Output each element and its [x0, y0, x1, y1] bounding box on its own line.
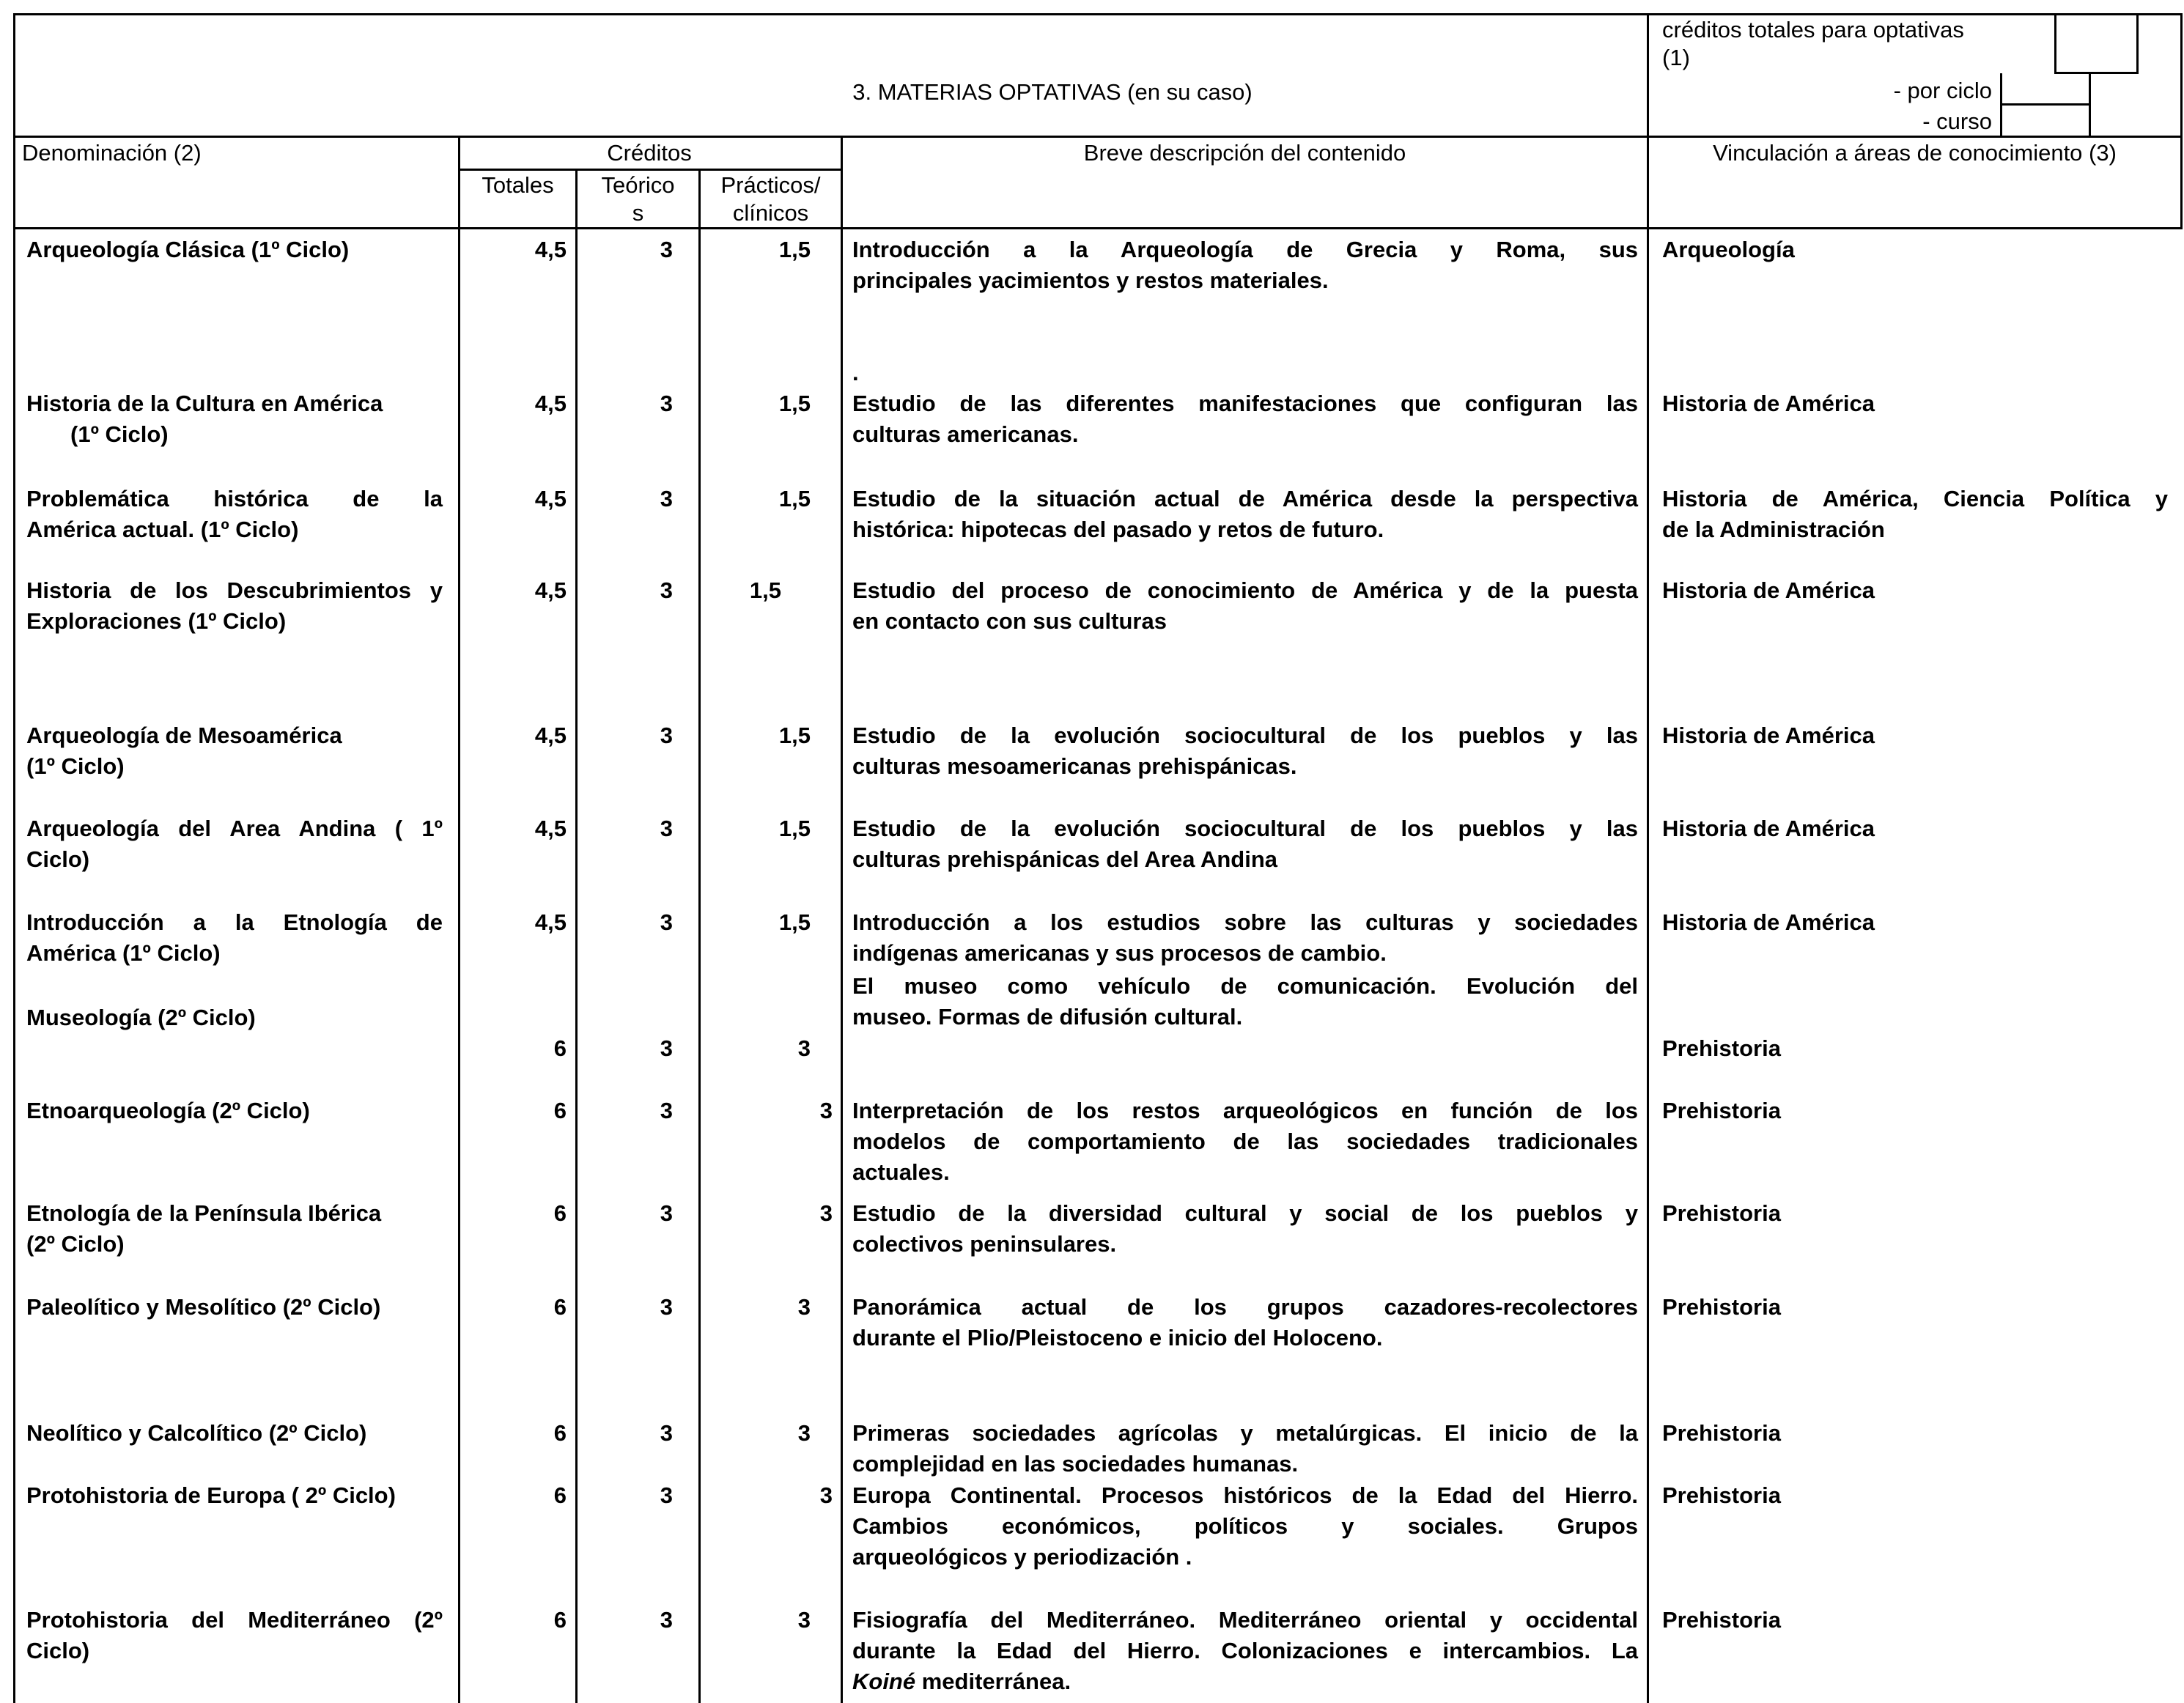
subject-description [852, 1096, 1638, 1188]
col-header-practicos: Prácticos/ [720, 172, 821, 198]
subject-name-line: América actual. (1º Ciclo) [26, 517, 299, 542]
description-line: arqueológicos y periodización . [852, 1544, 1192, 1570]
subject-name-line: Ciclo) [26, 846, 90, 872]
credits-totales: 6 [553, 1200, 567, 1226]
credits-totales: 4,5 [534, 486, 567, 511]
subject-name-line: Historia de los Descubrimientos y [26, 577, 443, 603]
subject-name [26, 1605, 443, 1666]
credits-teoricos: 3 [660, 723, 673, 748]
credits-practicos: 3 [819, 1200, 833, 1226]
subject-name-line: (1º Ciclo) [70, 421, 169, 447]
description-line: Cambios económicos, políticos y sociales. Grupos [852, 1513, 1638, 1539]
credits-totales: 4,5 [534, 816, 567, 841]
knowledge-area-line: Historia de América [1662, 391, 1875, 416]
credits-teoricos: 3 [660, 1294, 673, 1320]
column-header-divider [13, 227, 2183, 229]
description-line [852, 327, 1638, 358]
knowledge-area [1662, 1605, 2168, 1636]
subject-name [26, 575, 443, 637]
credits-teoricos: 3 [660, 816, 673, 841]
description-line: . [852, 360, 859, 385]
col-divider-vinculacion [1647, 13, 1649, 1703]
subject-name-line: Exploraciones (1º Ciclo) [26, 608, 287, 634]
knowledge-area [1662, 1480, 2168, 1511]
col-header-creditos: Créditos [607, 140, 692, 166]
section-title: 3. MATERIAS OPTATIVAS (en su caso) [852, 79, 1253, 105]
knowledge-area-line: Prehistoria [1662, 1294, 1781, 1320]
subject-name [26, 1096, 443, 1126]
subject-description [852, 388, 1638, 450]
knowledge-area [1662, 1198, 2168, 1229]
credits-box-left [2054, 13, 2056, 73]
ciclo-box-mid [2000, 103, 2091, 106]
credits-totales: 6 [553, 1482, 567, 1508]
knowledge-area [1662, 388, 2168, 419]
knowledge-area [1662, 907, 2168, 938]
subject-description [852, 720, 1638, 782]
subject-name-line: América (1º Ciclo) [26, 940, 221, 966]
subject-description [852, 234, 1638, 388]
knowledge-area [1662, 1033, 2168, 1064]
description-line: indígenas americanas y sus procesos de cambio. [852, 940, 1387, 966]
credits-practicos: 3 [797, 1420, 811, 1446]
credits-teoricos: 3 [660, 1607, 673, 1633]
credits-practicos: 1,5 [778, 723, 811, 748]
subject-description [852, 1480, 1638, 1573]
description-line: culturas mesoamericanas prehispánicas. [852, 753, 1297, 779]
knowledge-area-line: Prehistoria [1662, 1607, 1781, 1633]
subject-description [852, 1292, 1638, 1353]
subject-name-line: Problemática histórica de la [26, 486, 443, 511]
description-line: principales yacimientos y restos materiales. [852, 267, 1329, 293]
credits-teoricos: 3 [660, 1098, 673, 1123]
credits-box-bottom [2054, 72, 2139, 74]
knowledge-area-line: Prehistoria [1662, 1035, 1781, 1061]
right-border [2180, 13, 2183, 229]
knowledge-area [1662, 813, 2168, 844]
col-header-teoricos: Teórico [601, 172, 675, 198]
por-ciclo-label: - por ciclo [1893, 78, 1992, 103]
credits-totales: 6 [553, 1098, 567, 1123]
credits-teoricos: 3 [660, 1482, 673, 1508]
col-header-descripcion: Breve descripción del contenido [1083, 140, 1406, 166]
knowledge-area-line: Prehistoria [1662, 1200, 1781, 1226]
description-line: culturas americanas. [852, 421, 1079, 447]
description-line [852, 296, 1638, 327]
credits-practicos: 1,5 [778, 909, 811, 935]
credits-totales: 4,5 [534, 577, 567, 603]
col-header-teoricos-2: s [632, 200, 644, 226]
description-line: Estudio de la evolución sociocultural de los pueblos y las [852, 723, 1638, 748]
credits-teoricos: 3 [660, 1035, 673, 1061]
subject-name-line: Arqueología del Area Andina ( 1º [26, 816, 443, 841]
col-header-practicos-2: clínicos [732, 200, 809, 226]
description-line: museo. Formas de difusión cultural. [852, 1004, 1243, 1030]
credits-box-right [2136, 13, 2139, 73]
subject-name [26, 1292, 443, 1323]
col-header-vinculacion: Vinculación a áreas de conocimiento (3) [1713, 140, 2117, 166]
knowledge-area [1662, 575, 2168, 606]
subject-name [26, 813, 443, 875]
credits-practicos: 3 [819, 1098, 833, 1123]
description-line: en contacto con sus culturas [852, 608, 1167, 634]
description-line: Primeras sociedades agrícolas y metalúrgicas. El inicio de la [852, 1420, 1638, 1446]
subject-name-line: Paleolítico y Mesolítico (2º Ciclo) [26, 1294, 381, 1320]
subject-description [852, 971, 1638, 1032]
knowledge-area-line: Historia de América [1662, 909, 1875, 935]
description-line: Estudio del proceso de conocimiento de América y de la puesta [852, 577, 1638, 603]
subject-name [26, 720, 443, 782]
subject-description [852, 1198, 1638, 1260]
credits-teoricos: 3 [660, 486, 673, 511]
subject-name [26, 907, 443, 969]
subject-name-line: (2º Ciclo) [26, 1231, 125, 1257]
subject-name-line: Arqueología Clásica (1º Ciclo) [26, 237, 350, 262]
subject-name-line: (1º Ciclo) [26, 753, 125, 779]
curso-label: - curso [1922, 108, 1992, 134]
description-line: Koiné mediterránea. [852, 1669, 1071, 1694]
knowledge-area [1662, 1096, 2168, 1126]
knowledge-area [1662, 1292, 2168, 1323]
credits-practicos: 1,5 [749, 577, 781, 603]
knowledge-area-line: Prehistoria [1662, 1420, 1781, 1446]
credits-teoricos: 3 [660, 909, 673, 935]
knowledge-area-line: Prehistoria [1662, 1482, 1781, 1508]
subject-name-line: Museología (2º Ciclo) [26, 1005, 256, 1030]
credits-box-label-2: (1) [1662, 45, 1690, 70]
subject-description [852, 1605, 1638, 1697]
description-line: culturas prehispánicas del Area Andina [852, 846, 1277, 872]
credits-practicos: 3 [819, 1482, 833, 1508]
description-line: histórica: hipotecas del pasado y retos de futuro. [852, 517, 1384, 542]
subject-name-line: Protohistoria de Europa ( 2º Ciclo) [26, 1482, 396, 1508]
subject-description [852, 907, 1638, 969]
description-line: Introducción a la Arqueología de Grecia y Roma, sus [852, 237, 1638, 262]
subject-name-line: Ciclo) [26, 1638, 90, 1663]
description-line: modelos de comportamiento de las sociedades tradicionales [852, 1128, 1638, 1154]
credits-practicos: 3 [797, 1607, 811, 1633]
credits-totales: 4,5 [534, 391, 567, 416]
subject-description [852, 1418, 1638, 1479]
subject-name [26, 234, 443, 265]
description-line: durante la Edad del Hierro. Colonizaciones e intercambios. La [852, 1638, 1638, 1663]
credits-box-label: créditos totales para optativas [1662, 17, 1964, 43]
subject-description [852, 813, 1638, 875]
description-line: Introducción a los estudios sobre las culturas y sociedades [852, 909, 1638, 935]
knowledge-area-line: Historia de América, Ciencia Política y [1662, 486, 2168, 511]
description-line: complejidad en las sociedades humanas. [852, 1451, 1299, 1477]
subject-description [852, 484, 1638, 545]
subject-name [26, 484, 443, 545]
credits-totales: 6 [553, 1035, 567, 1061]
credits-teoricos: 3 [660, 1420, 673, 1446]
knowledge-area [1662, 234, 2168, 265]
credits-totales: 4,5 [534, 909, 567, 935]
subject-name [26, 388, 443, 450]
subject-name-line: Etnología de la Península Ibérica [26, 1200, 382, 1226]
subject-description [852, 575, 1638, 637]
subject-name-line: Protohistoria del Mediterráneo (2º [26, 1607, 443, 1633]
credits-teoricos: 3 [660, 1200, 673, 1226]
knowledge-area-line: Arqueología [1662, 237, 1795, 262]
subject-name [26, 1480, 443, 1511]
subject-name-line: Introducción a la Etnología de [26, 909, 443, 935]
col-divider-descripcion [841, 136, 843, 1703]
knowledge-area [1662, 484, 2168, 545]
credits-practicos: 1,5 [778, 237, 811, 262]
description-line: Panorámica actual de los grupos cazadores-recolectores [852, 1294, 1638, 1320]
credits-totales: 6 [553, 1607, 567, 1633]
credits-practicos: 1,5 [778, 486, 811, 511]
subject-name-line: Arqueología de Mesoamérica [26, 723, 342, 748]
subject-name [26, 1002, 443, 1033]
credits-totales: 4,5 [534, 237, 567, 262]
knowledge-area [1662, 1418, 2168, 1449]
credits-practicos: 3 [797, 1035, 811, 1061]
knowledge-area-line: Historia de América [1662, 723, 1875, 748]
description-line: Estudio de la evolución sociocultural de los pueblos y las [852, 816, 1638, 841]
subject-name-line: Etnoarqueología (2º Ciclo) [26, 1098, 310, 1123]
subject-name [26, 1418, 443, 1449]
knowledge-area-line: Historia de América [1662, 816, 1875, 841]
description-line: Estudio de la situación actual de América desde la perspectiva [852, 486, 1638, 511]
subject-name [26, 1198, 443, 1260]
credits-totales: 6 [553, 1294, 567, 1320]
description-line: Fisiografía del Mediterráneo. Mediterráneo oriental y occidental [852, 1607, 1638, 1633]
knowledge-area-line: de la Administración [1662, 517, 1885, 542]
col-header-denominacion: Denominación (2) [22, 140, 202, 166]
description-line: Estudio de las diferentes manifestaciones que configuran las [852, 391, 1638, 416]
credits-totales: 4,5 [534, 723, 567, 748]
knowledge-area-line: Prehistoria [1662, 1098, 1781, 1123]
description-line: Europa Continental. Procesos históricos de la Edad del Hierro. [852, 1482, 1638, 1508]
description-line: Interpretación de los restos arqueológicos en función de los [852, 1098, 1638, 1123]
col-header-totales: Totales [482, 172, 554, 198]
credits-practicos: 1,5 [778, 391, 811, 416]
credits-practicos: 3 [797, 1294, 811, 1320]
description-line: colectivos peninsulares. [852, 1231, 1117, 1257]
credits-teoricos: 3 [660, 391, 673, 416]
description-line: actuales. [852, 1159, 950, 1185]
description-line: durante el Plio/Pleistoceno e inicio del Holoceno. [852, 1325, 1383, 1351]
knowledge-area [1662, 720, 2168, 751]
credits-teoricos: 3 [660, 577, 673, 603]
credits-practicos: 1,5 [778, 816, 811, 841]
knowledge-area-line: Historia de América [1662, 577, 1875, 603]
credits-totales: 6 [553, 1420, 567, 1446]
description-line: El museo como vehículo de comunicación. Evolución del [852, 973, 1638, 999]
subject-name-line: Neolítico y Calcolítico (2º Ciclo) [26, 1420, 367, 1446]
left-border [13, 13, 15, 1703]
description-line: Estudio de la diversidad cultural y social de los pueblos y [852, 1200, 1638, 1226]
subject-name-line: Historia de la Cultura en América [26, 391, 383, 416]
credits-teoricos: 3 [660, 237, 673, 262]
